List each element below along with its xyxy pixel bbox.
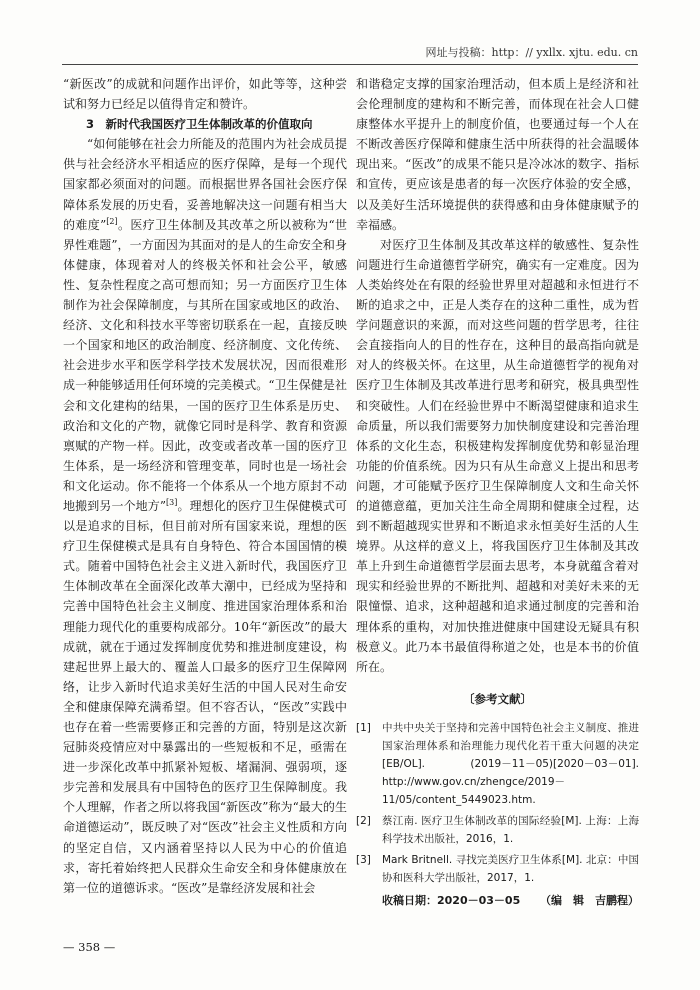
reference-item <box>356 851 639 887</box>
received-date-line <box>356 891 639 911</box>
references-title: 〔参考文献〕 <box>463 691 532 706</box>
received-date: 收稿日期：2020－03－05 <box>382 893 521 907</box>
citation-marker: [2] <box>106 216 118 226</box>
reference-number: [1] <box>356 721 371 734</box>
reference-text: 蔡江南. 医疗卫生体制改革的国际经验[M]. 上海：上海科学技术出版社，2016，1. <box>382 814 639 845</box>
reference-text: 中共中央关于坚持和完善中国特色社会主义制度、推进国家治理体系和治理能力现代化若干重大问题的决定[EB/OL]. (2019－11－05)[2020－03－01]. http://www.gov.cn/zhengce/2019－11/05/content_5449023.htm. <box>382 721 639 806</box>
paragraph <box>63 134 347 898</box>
left-column <box>63 74 347 898</box>
reference-list <box>356 719 639 887</box>
header-rule <box>62 64 638 65</box>
page-number: — 358 — <box>63 940 116 954</box>
text-run: 。医疗卫生体制及其改革之所以被称为“世界性难题”，一方面因为其面对的是人的生命安全和身体健康，体现着对人的终极关怀和社会公平，敏感性、复杂性程度之高可想而知；另一方面医疗卫生体制作为社会保障制度，与其所在国家或地区的政治、经济、文化和科技水平等密切联系在一起，直接反映一个国家和地区的政治制度、经济制度、文化传统、社会进步水平和医学科学技术发展状况，因而很难形成一种能够适用任何环境的完美模式。“卫生保健是社会和文化建构的结果，一国的医疗卫生体系是历史、政治和文化的产物，就像它同时是科学、教育和资源禀赋的产物一样。因此，改变或者改革一国的医疗卫生体系，是一场经济和管理变革，同时也是一场社会和文化运动。你不能将一个体系从一个地方原封不动地搬到另一个地方” <box>63 217 347 513</box>
citation-marker: [3] <box>166 497 178 507</box>
text-run: 。理想化的医疗卫生保健模式可以是追求的目标，但目前对所有国家来说，理想的医疗卫生保健模式是具有自身特色、符合本国国情的模式。随着中国特色社会主义进入新时代，我国医疗卫生体制改革在全面深化改革大潮中，已经成为坚持和完善中国特色社会主义制度、推进国家治理体系和治理能力现代化的重要构成部分。10年“新医改”的最大成就，就在于通过发挥制度优势和推进制度建设，构建起世界上最大的、覆盖人口最多的医疗卫生保障网络，让步入新时代追求美好生活的中国人民对生命安全和健康保障充满希望。但不容否认，“医改”实践中也存在着一些需要修正和完善的方面，特别是这次新冠肺炎疫情应对中暴露出的一些短板和不足，亟需在进一步深化改革中抓紧补短板、堵漏洞、强弱项，逐步完善和发展具有中国特色的医疗卫生保障制度。我个人理解，作者之所以将我国“新医改”称为“最大的生命道德运动”，既反映了对“医改”社会主义性质和方向的坚定自信，又内涵着坚持以人民为中心的价值追求，寄托着始终把人民群众生命安全和身体健康放在第一位的道德诉求。“医改”是靠经济发展和社会 <box>63 498 347 895</box>
running-header: 网址与投稿：http：// yxllx. xjtu. edu. cn <box>425 46 638 59</box>
paragraph: “新医改”的成就和问题作出评价，如此等等，这种尝试和努力已经足以值得肯定和赞许。 <box>63 77 347 112</box>
text-run: “如何能够在社会力所能及的范围内为社会成员提供与社会经济水平相适应的医疗保障，是每一个现代国家都必须面对的问题。而根据世界各国社会医疗保障体系发展的历史看，妥善地解决这一问题有相当大的难度” <box>63 137 347 232</box>
section-heading: 3 新时代我国医疗卫生体制改革的价值取向 <box>86 117 313 132</box>
right-column <box>356 74 639 911</box>
paragraph: 对医疗卫生体制及其改革这样的敏感性、复杂性问题进行生命道德哲学研究，确实有一定难度。因为人类始终处在有限的经验世界里对超越和永恒进行不断的追求之中，正是人类存在的这种二重性，成为哲学问题意识的来源，而对这些问题的哲学思考，往往会直接指向人的目的性存在，这种目的最高指向就是对人的终极关怀。在这里，从生命道德哲学的视角对医疗卫生体制及其改革进行思考和研究，极具典型性和突破性。人们在经验世界中不断渴望健康和追求生命质量，所以我们需要努力加快制度建设和完善治理体系的文化生态，积极建构发挥制度优势和彰显治理功能的价值系统。因为只有从生命意义上提出和思考问题，才可能赋予医疗卫生保障制度人文和生命关怀的道德意蕴，更加关注生命全周期和健康全过程，达到不断超越现实世界和不断追求永恒美好生活的人生境界。从这样的意义上，将我国医疗卫生体制及其改革上升到生命道德哲学层面去思考，本身就蕴含着对现实和经验世界的不断批判、超越和对美好未来的无限憧憬、追求，这种超越和追求通过制度的完善和治理体系的重构，对加快推进健康中国建设无疑具有积极意义。此乃本书最值得称道之处，也是本书的价值所在。 <box>356 237 639 674</box>
paragraph: 和谐稳定支撑的国家治理活动，但本质上是经济和社会伦理制度的建构和不断完善，而体现在社会人口健康整体水平提升上的制度价值，也要通过每一个人在不断改善医疗保障和健康生活中所获得的社会温暖体现出来。“医改”的成果不能只是冷冰冰的数字、指标和宣传，更应该是患者的每一次医疗体验的安全感，以及美好生活环境提供的获得感和由身体健康赋予的幸福感。 <box>356 77 639 232</box>
reference-number: [3] <box>356 853 371 866</box>
editor-credit: （编 辑 吉鹏程） <box>540 893 639 907</box>
reference-item <box>356 719 639 809</box>
reference-number: [2] <box>356 814 371 827</box>
reference-item <box>356 812 639 848</box>
reference-text: Mark Britnell. 寻找完美医疗卫生体系[M]. 北京：中国协和医科大学出版社，2017，1. <box>382 853 639 884</box>
